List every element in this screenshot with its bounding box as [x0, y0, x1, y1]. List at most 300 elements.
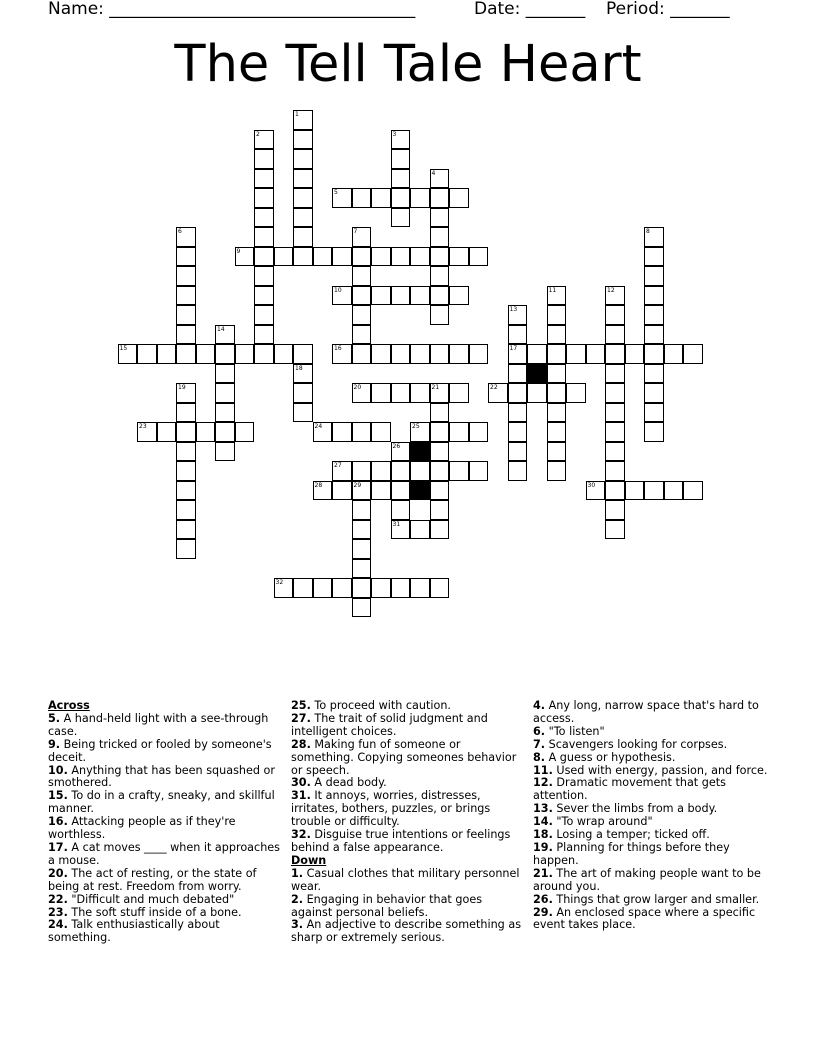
grid-cell[interactable]: [254, 305, 274, 325]
grid-cell[interactable]: [430, 344, 450, 364]
grid-cell[interactable]: [254, 208, 274, 228]
grid-cell[interactable]: [410, 188, 430, 208]
clue-label-number: 8.: [533, 750, 546, 764]
across-clue: [48, 842, 280, 868]
grid-cell[interactable]: [157, 344, 177, 364]
clue-number: 1: [295, 111, 299, 118]
grid-cell[interactable]: [683, 481, 703, 501]
clue-text: Disguise true intentions or feelings behind a false appearance.: [291, 828, 511, 854]
clue-text: "To listen": [545, 724, 605, 738]
grid-cell[interactable]: [430, 500, 450, 520]
across-clue: [48, 713, 280, 739]
grid-cell[interactable]: [508, 383, 528, 403]
grid-cell[interactable]: [293, 149, 313, 169]
grid-cell[interactable]: [547, 305, 567, 325]
grid-cell[interactable]: [566, 383, 586, 403]
grid-cell[interactable]: [352, 539, 372, 559]
grid-cell[interactable]: [313, 578, 333, 598]
grid-cell[interactable]: [176, 383, 196, 403]
grid-cell[interactable]: [469, 247, 489, 267]
grid-cell[interactable]: [508, 305, 528, 325]
grid-cell[interactable]: [352, 578, 372, 598]
grid-cell[interactable]: [254, 188, 274, 208]
grid-cell[interactable]: [352, 461, 372, 481]
grid-cell[interactable]: [371, 247, 391, 267]
grid-cell[interactable]: [332, 461, 352, 481]
grid-cell[interactable]: [644, 286, 664, 306]
grid-cell[interactable]: [352, 422, 372, 442]
grid-cell[interactable]: [586, 481, 606, 501]
grid-cell[interactable]: [469, 422, 489, 442]
grid-cell[interactable]: [137, 344, 157, 364]
period-field: Period: _______: [606, 0, 730, 19]
grid-cell[interactable]: [644, 247, 664, 267]
across-clue: [291, 790, 523, 829]
down-clue: [533, 777, 771, 803]
grid-cell[interactable]: [352, 481, 372, 501]
grid-cell[interactable]: [235, 344, 255, 364]
clue-number: 13: [509, 306, 518, 313]
clue-number: 5: [334, 189, 338, 196]
clue-text: Sever the limbs from a body.: [552, 802, 718, 816]
grid-cell[interactable]: [430, 169, 450, 189]
grid-cell[interactable]: [352, 325, 372, 345]
grid-cell[interactable]: [371, 578, 391, 598]
clue-number: 29: [353, 481, 362, 489]
grid-cell[interactable]: [664, 481, 684, 501]
grid-cell[interactable]: [371, 188, 391, 208]
clue-number: 2: [256, 130, 260, 138]
grid-cell[interactable]: [176, 520, 196, 540]
clue-number: 8: [646, 228, 650, 235]
grid-cell[interactable]: [332, 247, 352, 267]
grid-cell[interactable]: [605, 344, 625, 364]
grid-cell[interactable]: [254, 149, 274, 169]
clue-label-number: 12.: [533, 776, 553, 790]
grid-cell[interactable]: [293, 403, 313, 423]
clue-label-number: 18.: [533, 828, 553, 842]
clue-text: Planning for things before they happen.: [533, 840, 730, 867]
grid-cell[interactable]: [196, 344, 216, 364]
grid-cell[interactable]: [605, 461, 625, 481]
grid-cell[interactable]: [469, 344, 489, 364]
clue-label-number: 13.: [533, 802, 553, 816]
grid-cell[interactable]: [235, 247, 255, 267]
grid-cell[interactable]: [469, 461, 489, 481]
grid-cell[interactable]: [547, 442, 567, 462]
grid-cell[interactable]: [644, 422, 664, 442]
clue-column-3: [533, 700, 771, 932]
grid-cell[interactable]: [293, 383, 313, 403]
grid-cell[interactable]: [644, 227, 664, 247]
grid-cell[interactable]: [449, 247, 469, 267]
grid-cell[interactable]: [215, 344, 235, 364]
grid-cell[interactable]: [605, 325, 625, 345]
across-clue: [48, 816, 280, 842]
grid-cell[interactable]: [293, 578, 313, 598]
grid-cell[interactable]: [254, 344, 274, 364]
clue-number: 20: [353, 384, 362, 391]
grid-cell[interactable]: [235, 422, 255, 442]
grid-cell[interactable]: [430, 227, 450, 247]
clue-label-number: 23.: [48, 905, 68, 919]
clue-section-heading: Across: [48, 699, 90, 712]
grid-cell[interactable]: [449, 344, 469, 364]
grid-cell[interactable]: [176, 539, 196, 559]
grid-cell[interactable]: [586, 344, 606, 364]
clue-number: 24: [314, 423, 323, 430]
clue-column-2: [291, 700, 523, 945]
grid-cell[interactable]: [430, 208, 450, 228]
across-clue: [291, 739, 523, 778]
grid-cell[interactable]: [605, 403, 625, 423]
clue-label-number: 27.: [291, 711, 311, 725]
grid-cell[interactable]: [391, 383, 411, 403]
clue-label-number: 14.: [533, 815, 553, 829]
grid-cell[interactable]: [430, 286, 450, 306]
grid-cell[interactable]: [527, 383, 547, 403]
clue-text: Any long, narrow space that's hard to access.: [533, 699, 759, 725]
across-clue: [48, 765, 280, 791]
grid-cell[interactable]: [391, 149, 411, 169]
grid-cell[interactable]: [664, 344, 684, 364]
grid-cell[interactable]: [391, 247, 411, 267]
clue-text: The soft stuff inside of a bone.: [67, 905, 242, 919]
clue-label-number: 16.: [48, 815, 68, 829]
grid-cell[interactable]: [176, 325, 196, 345]
grid-cell[interactable]: [644, 403, 664, 423]
grid-cell[interactable]: [352, 286, 372, 306]
grid-cell[interactable]: [644, 266, 664, 286]
grid-cell[interactable]: [508, 344, 528, 364]
grid-cell[interactable]: [391, 188, 411, 208]
grid-cell[interactable]: [625, 344, 645, 364]
clue-number: 10: [334, 286, 342, 294]
grid-cell[interactable]: [547, 286, 567, 306]
clue-number: 27: [334, 462, 342, 469]
grid-cell[interactable]: [332, 344, 352, 364]
grid-cell[interactable]: [176, 481, 196, 501]
grid-cell[interactable]: [352, 266, 372, 286]
grid-cell[interactable]: [371, 286, 391, 306]
clue-text: To proceed with caution.: [310, 699, 451, 712]
grid-cell[interactable]: [547, 403, 567, 423]
grid-cell[interactable]: [274, 344, 294, 364]
grid-cell[interactable]: [274, 247, 294, 267]
grid-cell[interactable]: [625, 481, 645, 501]
grid-cell[interactable]: [157, 422, 177, 442]
grid-cell[interactable]: [527, 344, 547, 364]
grid-cell[interactable]: [176, 422, 196, 442]
grid-cell[interactable]: [352, 383, 372, 403]
grid-cell[interactable]: [332, 481, 352, 501]
clue-number: 25: [412, 423, 420, 430]
grid-cell[interactable]: [215, 442, 235, 462]
grid-cell[interactable]: [371, 344, 391, 364]
grid-cell[interactable]: [547, 383, 567, 403]
grid-cell[interactable]: [430, 481, 450, 501]
grid-cell[interactable]: [352, 559, 372, 579]
grid-cell[interactable]: [488, 383, 508, 403]
grid-cell[interactable]: [605, 305, 625, 325]
clue-number: 9: [236, 247, 241, 255]
grid-cell[interactable]: [449, 422, 469, 442]
grid-cell[interactable]: [605, 383, 625, 403]
grid-cell[interactable]: [410, 422, 430, 442]
grid-cell[interactable]: [430, 442, 450, 462]
grid-cell[interactable]: [430, 305, 450, 325]
grid-cell[interactable]: [410, 520, 430, 540]
clue-label-number: 2.: [291, 892, 304, 906]
clue-label-number: 3.: [291, 918, 304, 932]
clue-text: "To wrap around": [552, 815, 653, 829]
grid-cell[interactable]: [352, 188, 372, 208]
grid-cell[interactable]: [547, 325, 567, 345]
grid-cell[interactable]: [254, 130, 274, 150]
grid-cell[interactable]: [313, 481, 333, 501]
grid-cell[interactable]: [430, 461, 450, 481]
grid-cell[interactable]: [293, 208, 313, 228]
grid-cell[interactable]: [352, 227, 372, 247]
grid-cell[interactable]: [430, 188, 450, 208]
clue-number: 15: [119, 345, 128, 352]
clue-number: 32: [275, 579, 284, 586]
clue-number: 11: [548, 286, 557, 294]
grid-cell[interactable]: [449, 461, 469, 481]
grid-cell[interactable]: [391, 442, 411, 462]
grid-cell[interactable]: [176, 500, 196, 520]
grid-cell[interactable]: [313, 422, 333, 442]
grid-cell[interactable]: [293, 130, 313, 150]
grid-cell[interactable]: [547, 364, 567, 384]
grid-cell[interactable]: [352, 520, 372, 540]
grid-cell[interactable]: [176, 403, 196, 423]
grid-cell[interactable]: [391, 461, 411, 481]
clue-text: Making fun of someone or something. Copying someones behavior or speech.: [291, 737, 517, 777]
grid-cell[interactable]: [410, 286, 430, 306]
down-clue: [533, 907, 771, 933]
clue-text: An adjective to describe something as sharp or extremely serious.: [291, 918, 522, 945]
clue-text: It annoys, worries, distresses, irritates, bothers, puzzles, or brings trouble or difficulty.: [291, 789, 491, 829]
grid-cell[interactable]: [566, 344, 586, 364]
grid-cell[interactable]: [644, 481, 664, 501]
grid-cell[interactable]: [254, 227, 274, 247]
grid-cell[interactable]: [430, 383, 450, 403]
grid-cell[interactable]: [391, 169, 411, 189]
clue-number: 21: [431, 384, 440, 391]
grid-cell[interactable]: [176, 266, 196, 286]
grid-cell[interactable]: [430, 422, 450, 442]
grid-cell[interactable]: [430, 520, 450, 540]
grid-cell[interactable]: [644, 344, 664, 364]
clue-label-number: 5.: [48, 711, 61, 725]
grid-cell[interactable]: [430, 266, 450, 286]
grid-cell[interactable]: [430, 578, 450, 598]
grid-cell[interactable]: [371, 422, 391, 442]
grid-cell[interactable]: [254, 266, 274, 286]
grid-cell[interactable]: [352, 247, 372, 267]
grid-cell[interactable]: [410, 578, 430, 598]
grid-cell[interactable]: [605, 364, 625, 384]
grid-cell[interactable]: [605, 520, 625, 540]
grid-cell[interactable]: [371, 461, 391, 481]
grid-cell[interactable]: [391, 578, 411, 598]
clue-label-number: 9.: [48, 737, 61, 751]
grid-cell[interactable]: [547, 422, 567, 442]
grid-cell[interactable]: [430, 247, 450, 267]
grid-cell[interactable]: [215, 383, 235, 403]
across-clue: [291, 829, 523, 855]
clue-number: 4: [431, 169, 436, 177]
grid-cell[interactable]: [293, 110, 313, 130]
page-title: The Tell Tale Heart: [174, 35, 642, 94]
grid-cell[interactable]: [293, 247, 313, 267]
grid-cell[interactable]: [332, 578, 352, 598]
grid-cell[interactable]: [293, 227, 313, 247]
grid-cell[interactable]: [508, 422, 528, 442]
grid-cell[interactable]: [118, 344, 138, 364]
grid-cell[interactable]: [352, 344, 372, 364]
clue-number: 30: [587, 481, 596, 489]
grid-cell[interactable]: [391, 344, 411, 364]
grid-cell[interactable]: [274, 578, 294, 598]
grid-cell[interactable]: [215, 403, 235, 423]
grid-cell[interactable]: [254, 325, 274, 345]
grid-cell[interactable]: [352, 598, 372, 618]
clue-number: 19: [178, 384, 186, 391]
grid-cell[interactable]: [313, 247, 333, 267]
grid-cell[interactable]: [196, 422, 216, 442]
across-clue: [48, 919, 280, 945]
grid-cell[interactable]: [508, 325, 528, 345]
grid-cell[interactable]: [410, 383, 430, 403]
grid-cell[interactable]: [176, 247, 196, 267]
grid-cell[interactable]: [352, 500, 372, 520]
grid-cell[interactable]: [176, 344, 196, 364]
grid-cell[interactable]: [605, 442, 625, 462]
grid-cell[interactable]: [391, 481, 411, 501]
grid-cell[interactable]: [293, 188, 313, 208]
clue-label-number: 28.: [291, 737, 311, 751]
clue-label-number: 4.: [533, 699, 546, 712]
down-clue: [291, 919, 523, 945]
grid-cell[interactable]: [605, 481, 625, 501]
grid-cell[interactable]: [644, 305, 664, 325]
grid-cell[interactable]: [137, 422, 157, 442]
grid-cell[interactable]: [508, 364, 528, 384]
grid-cell[interactable]: [644, 325, 664, 345]
grid-cell[interactable]: [391, 520, 411, 540]
grid-cell[interactable]: [547, 344, 567, 364]
grid-cell[interactable]: [293, 364, 313, 384]
clue-text: A guess or hypothesis.: [545, 750, 676, 764]
clue-number: 26: [392, 442, 401, 450]
clue-label-number: 15.: [48, 789, 68, 803]
grid-cell[interactable]: [332, 188, 352, 208]
clue-number: 28: [314, 481, 323, 489]
grid-cell[interactable]: [547, 461, 567, 481]
grid-cell[interactable]: [410, 461, 430, 481]
grid-cell[interactable]: [391, 130, 411, 150]
across-clue: [291, 713, 523, 739]
grid-cell[interactable]: [215, 364, 235, 384]
down-clue: [533, 700, 771, 726]
grid-cell[interactable]: [293, 169, 313, 189]
clue-number: 17: [509, 345, 518, 352]
grid-cell[interactable]: [371, 481, 391, 501]
grid-cell[interactable]: [176, 305, 196, 325]
clue-label-number: 31.: [291, 789, 311, 803]
grid-cell[interactable]: [430, 403, 450, 423]
clue-label-number: 22.: [48, 892, 68, 906]
grid-cell[interactable]: [254, 286, 274, 306]
grid-cell[interactable]: [683, 344, 703, 364]
grid-cell[interactable]: [176, 442, 196, 462]
clue-text: An enclosed space where a specific event takes place.: [533, 905, 756, 932]
across-clue: [48, 739, 280, 765]
grid-cell[interactable]: [508, 442, 528, 462]
clue-label-number: 25.: [291, 699, 311, 712]
clue-text: Casual clothes that military personnel wear.: [291, 866, 520, 893]
grid-cell[interactable]: [449, 188, 469, 208]
grid-cell[interactable]: [293, 344, 313, 364]
grid-cell[interactable]: [508, 403, 528, 423]
grid-cell[interactable]: [371, 383, 391, 403]
clue-text: A dead body.: [310, 776, 387, 790]
grid-cell[interactable]: [391, 208, 411, 228]
clue-text: Engaging in behavior that goes against personal beliefs.: [291, 892, 483, 919]
grid-cell[interactable]: [391, 286, 411, 306]
clue-text: Anything that has been squashed or smothered.: [48, 763, 275, 790]
clue-number: 22: [490, 384, 498, 391]
grid-cell[interactable]: [391, 500, 411, 520]
clue-text: A cat moves ____ when it approaches a mouse.: [48, 840, 280, 867]
grid-cell[interactable]: [449, 383, 469, 403]
clue-text: The act of resting, or the state of being at rest. Freedom from worry.: [48, 866, 257, 893]
clue-text: Attacking people as if they're worthless.: [48, 815, 236, 842]
grid-cell[interactable]: [605, 500, 625, 520]
grid-cell[interactable]: [215, 325, 235, 345]
grid-cell[interactable]: [254, 169, 274, 189]
grid-cell[interactable]: [508, 461, 528, 481]
grid-cell[interactable]: [352, 305, 372, 325]
clue-number: 14: [217, 325, 225, 333]
grid-cell[interactable]: [332, 286, 352, 306]
grid-cell[interactable]: [449, 286, 469, 306]
grid-cell[interactable]: [410, 344, 430, 364]
grid-cell[interactable]: [332, 422, 352, 442]
date-field: Date: _______: [474, 0, 586, 19]
grid-cell[interactable]: [605, 422, 625, 442]
grid-cell[interactable]: [176, 227, 196, 247]
clue-label-number: 11.: [533, 763, 553, 777]
grid-cell[interactable]: [215, 422, 235, 442]
clue-number: 3: [392, 130, 397, 138]
clue-label-number: 19.: [533, 840, 553, 854]
grid-cell[interactable]: [176, 461, 196, 481]
clue-text: The art of making people want to be around you.: [533, 866, 761, 893]
grid-cell[interactable]: [410, 247, 430, 267]
grid-cell[interactable]: [254, 247, 274, 267]
clue-number: 18: [295, 364, 303, 372]
grid-cell[interactable]: [605, 286, 625, 306]
clue-label-number: 10.: [48, 763, 68, 777]
grid-cell[interactable]: [644, 383, 664, 403]
clue-number: 23: [139, 423, 147, 430]
clue-label-number: 7.: [533, 737, 546, 751]
grid-cell[interactable]: [644, 364, 664, 384]
grid-cell[interactable]: [176, 286, 196, 306]
